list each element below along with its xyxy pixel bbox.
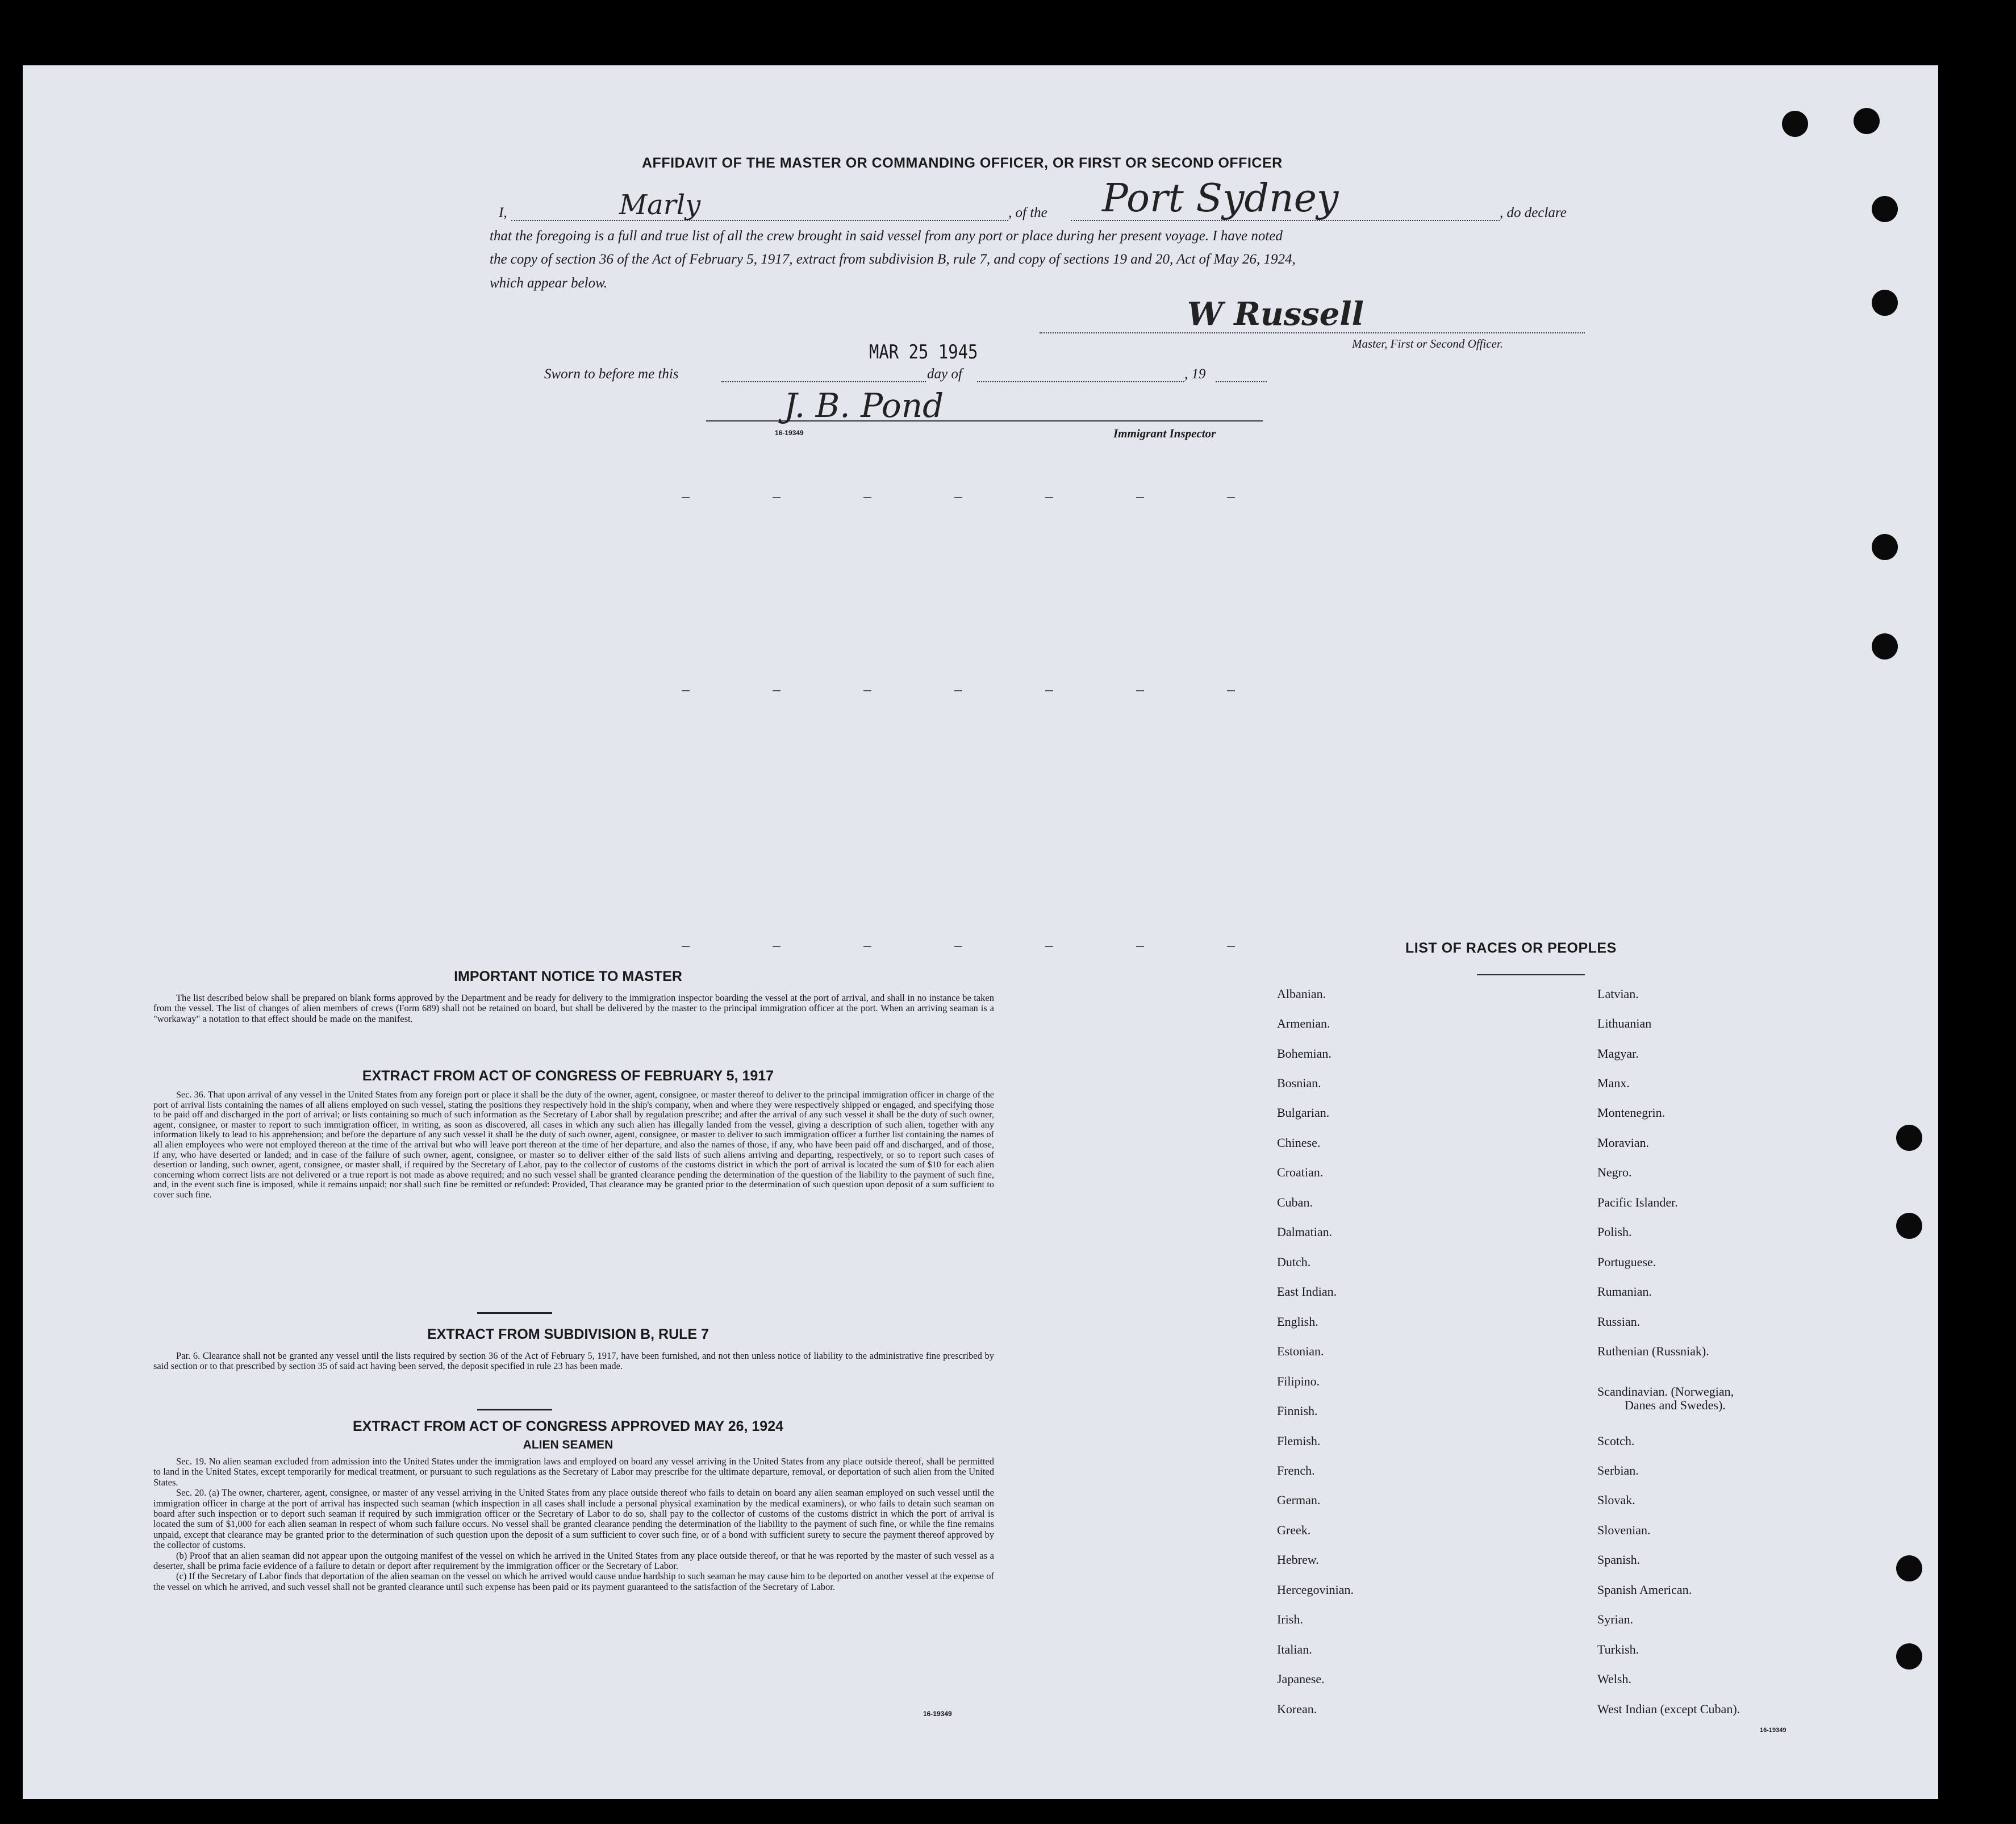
punch-hole-icon <box>1872 633 1898 660</box>
race-right-item: Ruthenian (Russniak). <box>1597 1344 1709 1358</box>
sec-19-text: Sec. 19. No alien seaman excluded from admission into the United States under the immigration laws and employed on board any vessel arriving in the United States from any place outside thereof, shall be permitted to land in the United States, except temporarily for medical treatment, or pursuant to such regulations as the Secretary of Labor may prescribe for the ultimate departure, removal, or deportation of such alien from the United States. <box>153 1456 994 1488</box>
affidavit-line-1: that the foregoing is a full and true list of all the crew brought in said vessel from any port or place during her present voyage. I have noted <box>490 228 1283 244</box>
race-left-item: Irish. <box>1277 1612 1303 1626</box>
race-right-item: Moravian. <box>1597 1136 1650 1150</box>
punch-hole-icon <box>1896 1555 1922 1581</box>
sworn-month-line <box>977 381 1184 382</box>
extract-1924-section <box>153 1418 994 1592</box>
bleed-mark <box>1136 946 1144 947</box>
officer-signature: W Russell <box>1187 295 1364 333</box>
race-right-item: Polish. <box>1597 1225 1632 1239</box>
races-form-number: 16-19349 <box>1760 1727 1787 1734</box>
affidavit-line-3: which appear below. <box>490 276 608 291</box>
race-right-item: Turkish. <box>1597 1642 1639 1656</box>
notice-section <box>153 969 994 1024</box>
race-right-item: Serbian. <box>1597 1463 1639 1477</box>
bleed-mark <box>773 946 780 947</box>
extract-1924-heading: EXTRACT FROM ACT OF CONGRESS APPROVED MAY 26, 1924 <box>352 1418 784 1434</box>
race-left-item: Dalmatian. <box>1277 1225 1333 1239</box>
document-sheet <box>23 65 1938 1799</box>
vessel-name-handwritten: Port Sydney <box>1102 176 1339 221</box>
race-left-item: Italian. <box>1277 1642 1312 1656</box>
races-heading-rule <box>1477 974 1585 975</box>
extract-1917-section <box>153 1068 994 1200</box>
race-right-item: Portuguese. <box>1597 1255 1656 1269</box>
punch-hole-icon <box>1872 196 1898 222</box>
bleed-mark <box>1227 497 1235 498</box>
race-right-item: Scandinavian. (Norwegian, <box>1597 1384 1734 1399</box>
notice-heading: IMPORTANT NOTICE TO MASTER <box>454 969 682 984</box>
punch-hole-icon <box>1782 111 1808 137</box>
bleed-mark <box>1136 690 1144 691</box>
bleed-mark <box>1045 946 1053 947</box>
race-right-item: Magyar. <box>1597 1046 1639 1061</box>
section-divider <box>477 1409 552 1410</box>
race-left-item: Bulgarian. <box>1277 1105 1330 1120</box>
bleed-mark <box>863 497 871 498</box>
of-the-label: , of the <box>1008 205 1047 220</box>
race-left-item: Hebrew. <box>1277 1552 1319 1567</box>
race-left-item: Bosnian. <box>1277 1076 1321 1090</box>
rule-7-section <box>153 1326 994 1372</box>
bleed-mark <box>773 497 780 498</box>
bleed-mark <box>954 690 962 691</box>
do-declare-label: , do declare <box>1500 205 1567 220</box>
punch-hole-icon <box>1896 1125 1922 1151</box>
bleed-mark <box>773 690 780 691</box>
sworn-label: Sworn to before me this <box>544 366 679 382</box>
rule-7-text: Par. 6. Clearance shall not be granted any vessel until the lists required by section 36 of the Act of February 5, 1917, have been furnished, and not then unless notice of liability to the administrative fine prescribed by said section or to that prescribed by section 35 of said act having been served, the deposit specified in rule 23 has been made. <box>153 1350 994 1372</box>
race-right-item: Spanish. <box>1597 1552 1641 1567</box>
race-left-item: Albanian. <box>1277 987 1326 1001</box>
punch-hole-icon <box>1896 1643 1922 1669</box>
bleed-mark <box>682 946 690 947</box>
punch-hole-icon <box>1896 1213 1922 1239</box>
race-right-item: Syrian. <box>1597 1612 1633 1626</box>
race-right-item: Montenegrin. <box>1597 1105 1666 1120</box>
bleed-mark <box>863 690 871 691</box>
bleed-mark <box>1045 497 1053 498</box>
i-label: I, <box>499 205 507 220</box>
race-right-item: Russian. <box>1597 1314 1641 1329</box>
alien-seamen-subheading: ALIEN SEAMEN <box>523 1438 613 1451</box>
bleed-mark <box>1227 690 1235 691</box>
bleed-mark <box>682 497 690 498</box>
bleed-mark <box>1227 946 1235 947</box>
punch-hole-icon <box>1872 534 1898 560</box>
race-left-item: Estonian. <box>1277 1344 1324 1358</box>
officer-caption: Master, First or Second Officer. <box>1352 337 1503 350</box>
race-right-item: Welsh. <box>1597 1672 1631 1686</box>
race-right-item: Lithuanian <box>1597 1016 1652 1030</box>
sec-20c-text: (c) If the Secretary of Labor finds that deportation of the alien seaman on the vessel on which he arrived would cause undue hardship to such seaman he may cause him to be deported on another vessel at the expense of the vessel on which he arrived, and such vessel shall not be granted clearance until such expense has been paid or its payment guaranteed to the satisfaction of the Secretary of Labor. <box>153 1571 994 1592</box>
race-left-item: East Indian. <box>1277 1284 1337 1299</box>
affidavit-title: AFFIDAVIT OF THE MASTER OR COMMANDING OFFICER, OR FIRST OR SECOND OFFICER <box>642 155 1283 171</box>
sworn-year-line <box>1216 381 1267 382</box>
name-field-line <box>511 220 1008 221</box>
race-left-item: Cuban. <box>1277 1195 1313 1209</box>
extract-1917-text: Sec. 36. That upon arrival of any vessel in the United States from any foreign port or place it shall be the duty of the owner, agent, consignee, or master thereof to deliver to the principal immigration officer in charge of the port of arrival lists containing the names of all aliens employed on such vessel, stating the positions they respectively hold in the ship's company, when and where they were respectively shipped or engaged, and specifying those to be paid off and discharged in the port of arrival; or lists containing so much of such information as the Secretary of Labor shall by regulation prescribe; and after the arrival of any such vessel it shall be the duty of such owner, agent, consignee, or master to report to such immigration officer, in writing, as soon as discovered, all cases in which any such alien has illegally landed from the vessel, giving a description of such alien, together with any information likely to lead to his apprehension; and before the departure of any such vessel it shall be the duty of such owner, agent, consignee, or master to deliver to such immigration officer a further list containing the names of all alien employees who were not employed thereon at the time of the arrival but who will leave port thereon at the time of her departure, and also the names of those, if any, who have been paid off and discharged, and of those, if any, who have deserted or landed; and in case of the failure of such owner, agent, consignee, or master so to deliver either of the said lists of such aliens arriving and departing, respectively, or so to report such cases of desertion or landing, such owner, agent, consignee, or master shall, if required by the Secretary of Labor, pay to the collector of customs of the customs district in which the port of arrival is located the sum of $10 for each alien concerning whom correct lists are not delivered or a true report is not made as above required; and no such vessel shall be granted clearance pending the determination of the question of the liability to the payment of such fine, and, in the event such fine is imposed, while it remains unpaid; nor shall such fine be remitted or refunded: Provided, That clearance may be granted prior to the determination of such question upon deposit of a sum sufficient to cover such fine. <box>153 1090 994 1200</box>
race-left-item: Greek. <box>1277 1523 1311 1537</box>
bleed-mark <box>954 497 962 498</box>
notice-text: The list described below shall be prepared on blank forms approved by the Department and be ready for delivery to the immigration inspector boarding the vessel at the port of arrival, and shall in no instance be taken from the vessel. The list of changes of alien members of crews (Form 689) shall not be retained on board, but shall be delivered by the master to the principal immigration officer at the port. When an arriving seaman is a "workaway" a notation to that effect should be made on the manifest. <box>153 992 994 1024</box>
race-right-item: Slovak. <box>1597 1493 1635 1507</box>
affidavit-form-number: 16-19349 <box>775 429 804 437</box>
race-left-item: Dutch. <box>1277 1255 1311 1269</box>
inspector-caption: Immigrant Inspector <box>1113 427 1216 440</box>
sworn-day-line <box>721 381 926 382</box>
race-left-item: English. <box>1277 1314 1318 1329</box>
race-left-item: Chinese. <box>1277 1136 1321 1150</box>
race-left-item: Japanese. <box>1277 1672 1325 1686</box>
race-right-item: Spanish American. <box>1597 1583 1692 1597</box>
race-right-item-continued: Danes and Swedes). <box>1625 1398 1726 1412</box>
bleed-mark <box>682 690 690 691</box>
race-right-item: Latvian. <box>1597 987 1639 1001</box>
extract-form-number: 16-19349 <box>923 1710 952 1718</box>
race-right-item: Scotch. <box>1597 1434 1635 1448</box>
affidavit-line-2: the copy of section 36 of the Act of February 5, 1917, extract from subdivision B, rule 7, and copy of sections 19 and 20, Act of May 26, 1924, <box>490 252 1296 267</box>
race-right-item: Rumanian. <box>1597 1284 1652 1299</box>
race-left-item: Flemish. <box>1277 1434 1321 1448</box>
race-right-item: Negro. <box>1597 1165 1632 1179</box>
race-left-item: Croatian. <box>1277 1165 1324 1179</box>
race-left-item: Korean. <box>1277 1702 1317 1716</box>
section-divider <box>477 1312 552 1314</box>
race-right-item: West Indian (except Cuban). <box>1597 1702 1740 1716</box>
bleed-mark <box>863 946 871 947</box>
race-left-item: Filipino. <box>1277 1374 1320 1388</box>
punch-hole-icon <box>1872 290 1898 316</box>
punch-hole-icon <box>1854 108 1880 134</box>
race-left-item: German. <box>1277 1493 1321 1507</box>
bleed-mark <box>1136 497 1144 498</box>
race-left-item: Hercegovinian. <box>1277 1583 1354 1597</box>
extract-1917-heading: EXTRACT FROM ACT OF CONGRESS OF FEBRUARY 5, 1917 <box>362 1068 774 1084</box>
day-of-label: day of <box>927 366 962 382</box>
inspector-signature: J. B. Pond <box>784 386 944 425</box>
year-label: , 19 <box>1184 366 1206 382</box>
race-left-item: Armenian. <box>1277 1016 1330 1030</box>
race-right-item: Pacific Islander. <box>1597 1195 1678 1209</box>
bleed-mark <box>954 946 962 947</box>
sec-20b-text: (b) Proof that an alien seaman did not appear upon the outgoing manifest of the vessel on which he arrived in the United States from any place outside thereof, or that he was reported by the master of such vessel as a deserter, shall be prima facie evidence of a failure to detain or deport after requirement by the immigration officer or the Secretary of Labor. <box>153 1550 994 1572</box>
bleed-mark <box>1045 690 1053 691</box>
race-right-item: Manx. <box>1597 1076 1630 1090</box>
master-name-handwritten: Marly <box>619 189 701 221</box>
received-date-stamp: MAR 25 1945 <box>869 341 978 364</box>
sec-20a-text: Sec. 20. (a) The owner, charterer, agent, consignee, or master of any vessel arriving in the United States from any place outside thereof who fails to detain on board any alien seaman employed on such vessel until the immigration officer in charge at the port of arrival has inspected such seaman (which inspection in all cases shall include a personal physical examination by the medical examiners), or who fails to detain such seaman on board after such inspection or to deport such seaman if required by such immigration officer or the Secretary of Labor to do so, shall pay to the collector of customs of the customs district in which the port of arrival is located the sum of $1,000 for each alien seaman in respect of whom such failure occurs. No vessel shall be granted clearance pending the determination of the liability to the payment of such fine, or while the fine remains unpaid, except that clearance may be granted prior to the determination of such question upon the deposit of a sum sufficient to cover such fine, or of a bond with sufficient surety to secure the payment thereof approved by the collector of customs. <box>153 1487 994 1551</box>
race-left-item: Finnish. <box>1277 1404 1318 1418</box>
race-left-item: French. <box>1277 1463 1315 1477</box>
race-left-item: Bohemian. <box>1277 1046 1332 1061</box>
race-right-item: Slovenian. <box>1597 1523 1651 1537</box>
rule-7-heading: EXTRACT FROM SUBDIVISION B, RULE 7 <box>427 1326 709 1342</box>
races-heading: LIST OF RACES OR PEOPLES <box>1405 940 1617 956</box>
